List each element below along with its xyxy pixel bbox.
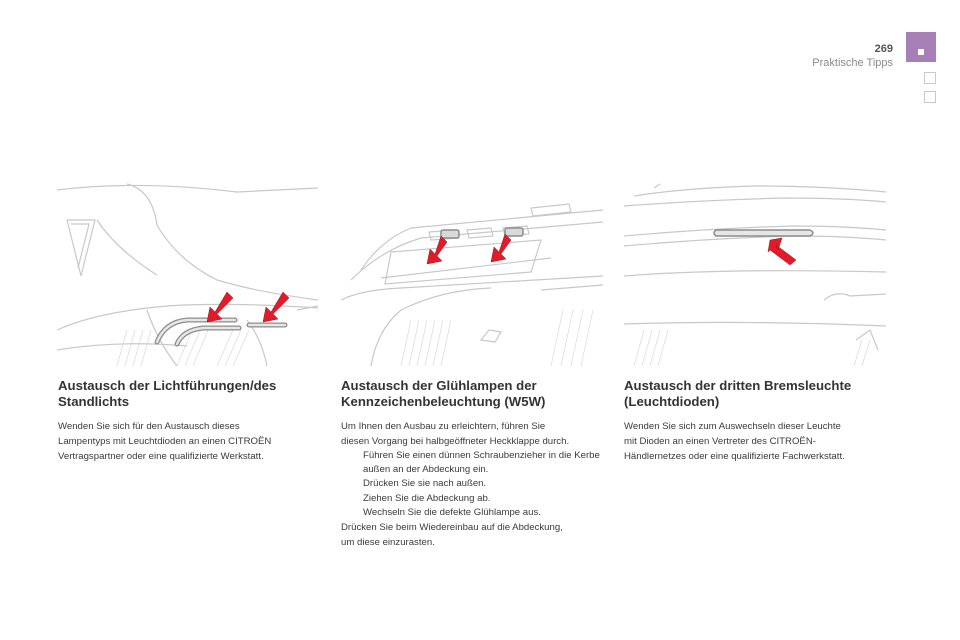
section-heading (58, 378, 322, 409)
step-text: Drücken Sie sie nach außen. (363, 478, 487, 490)
page-number: 269 (874, 43, 893, 55)
text-line: Lampentyps mit Leuchtdioden an einen CITROËN (58, 436, 272, 447)
text-line: um diese einzurasten. (341, 537, 435, 549)
intro-paragraph (341, 419, 605, 449)
chapter-tab-marker (918, 49, 924, 55)
chapter-tab-empty-2[interactable] (924, 91, 936, 103)
illustration-rear-side-lights (57, 180, 318, 366)
side-light-strips (157, 320, 285, 344)
chapter-tab[interactable] (906, 32, 936, 62)
list-item (341, 477, 605, 491)
rear-side-lights-drawing (57, 180, 318, 366)
list-item (341, 449, 605, 477)
text-line: mit Dioden an einen Vertreter des CITROËN- (624, 436, 816, 447)
section-paragraph (624, 419, 888, 464)
section-dritte-bremsleuchte (624, 378, 888, 464)
text-line: Wenden Sie sich für den Austausch dieses (58, 421, 240, 432)
brake-light-bar (714, 230, 813, 236)
heading-line: (Leuchtdioden) (624, 393, 720, 409)
text-line: Um Ihnen den Ausbau zu erleichtern, führen Sie (341, 421, 546, 432)
heading-line: Standlichts (58, 393, 130, 409)
section-heading (341, 378, 605, 409)
text-line: Händlernetzes oder eine qualifizierte Fachwerkstatt. (624, 451, 845, 462)
red-arrow (768, 238, 796, 265)
step-text: Ziehen Sie die Abdeckung ab. (363, 492, 491, 504)
section-lichtfuehrungen (58, 378, 322, 464)
illustration-third-brake-light (624, 180, 886, 366)
heading-line: Austausch der Glühlampen der (341, 378, 537, 393)
heading-line: Kennzeichenbeleuchtung (W5W) (341, 393, 546, 409)
outro-paragraph (341, 520, 605, 550)
third-brake-light-drawing (624, 180, 886, 366)
red-arrows (207, 292, 289, 322)
section-name: Praktische Tipps (812, 57, 893, 69)
heading-line: Austausch der Lichtführungen/des (58, 378, 277, 393)
section-paragraph (58, 419, 322, 464)
list-item (341, 506, 605, 520)
chapter-tab-empty-1[interactable] (924, 72, 936, 84)
step-text: Wechseln Sie die defekte Glühlampe aus. (363, 506, 541, 518)
text-line: diesen Vorgang bei halbgeöffneter Heckklappe durch. (341, 436, 570, 447)
step-list (341, 449, 605, 520)
illustration-number-plate-lamps (341, 180, 603, 366)
step-text: Führen Sie einen dünnen Schraubenzieher in die Kerbe außen an der Abdeckung ein. (363, 450, 600, 476)
section-heading (624, 378, 888, 409)
text-line: Wenden Sie sich zum Auswechseln dieser Leuchte (624, 421, 841, 432)
text-line: Drücken Sie beim Wiedereinbau auf die Abdeckung, (341, 522, 563, 534)
heading-line: Austausch der dritten Bremsleuchte (624, 378, 852, 393)
text-line: Vertragspartner oder eine qualifizierte Werkstatt. (58, 451, 264, 462)
list-item (341, 492, 605, 506)
section-kennzeichenbeleuchtung (341, 378, 605, 550)
number-plate-lamps-drawing (341, 180, 603, 366)
